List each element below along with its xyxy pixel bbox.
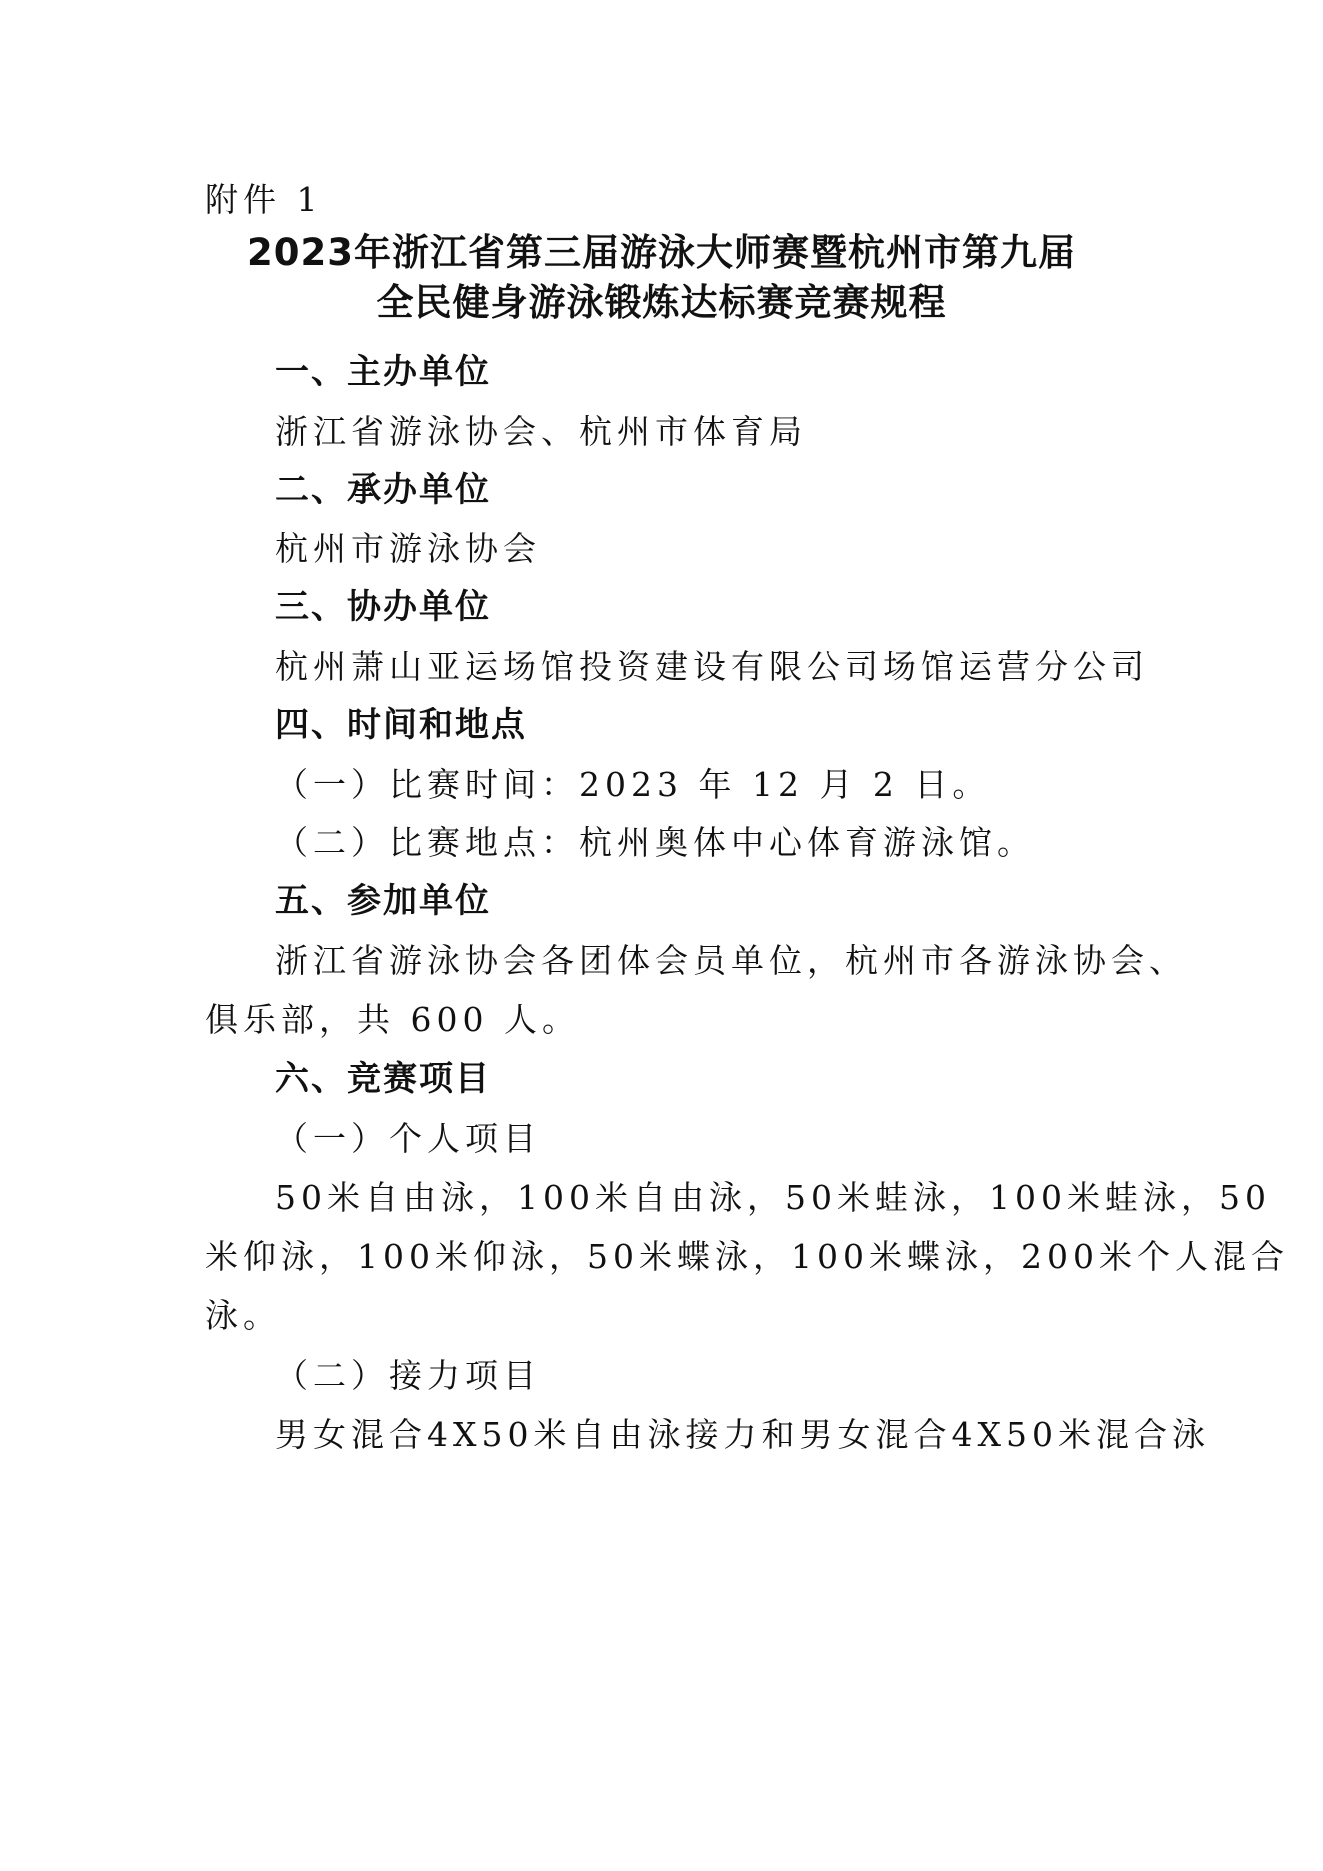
competition-place: （二）比赛地点：杭州奥体中心体育游泳馆。 — [275, 823, 1035, 862]
individual-events-line-3: 泳。 — [205, 1296, 281, 1335]
individual-events-label: （一）个人项目 — [275, 1119, 541, 1158]
undertaker-content: 杭州市游泳协会 — [275, 529, 541, 568]
relay-events-label: （二）接力项目 — [275, 1356, 541, 1395]
section-heading-events: 六、竞赛项目 — [275, 1059, 491, 1099]
document-title-line-2: 全民健身游泳锻炼达标赛竞赛规程 — [376, 281, 947, 324]
competition-time: （一）比赛时间：2023 年 12 月 2 日。 — [275, 765, 991, 804]
section-heading-time-place: 四、时间和地点 — [275, 705, 527, 745]
organizer-content: 浙江省游泳协会、杭州市体育局 — [275, 412, 807, 451]
document-title-line-1: 2023年浙江省第三届游泳大师赛暨杭州市第九届 — [247, 231, 1076, 274]
individual-events-line-1: 50米自由泳，100米自由泳，50米蛙泳，100米蛙泳，50 — [275, 1178, 1271, 1217]
section-heading-participants: 五、参加单位 — [275, 881, 491, 921]
participants-line-1: 浙江省游泳协会各团体会员单位，杭州市各游泳协会、 — [275, 941, 1187, 980]
section-heading-organizer: 一、主办单位 — [275, 352, 491, 392]
co-organizer-content: 杭州萧山亚运场馆投资建设有限公司场馆运营分公司 — [275, 647, 1149, 686]
attachment-label: 附件 1 — [205, 180, 323, 219]
section-heading-co-organizer: 三、协办单位 — [275, 587, 491, 627]
section-heading-undertaker: 二、承办单位 — [275, 470, 491, 510]
participants-line-2: 俱乐部，共 600 人。 — [205, 1000, 580, 1039]
relay-events-line-1: 男女混合4X50米自由泳接力和男女混合4X50米混合泳 — [275, 1415, 1210, 1454]
individual-events-line-2: 米仰泳，100米仰泳，50米蝶泳，100米蝶泳，200米个人混合 — [205, 1237, 1289, 1276]
